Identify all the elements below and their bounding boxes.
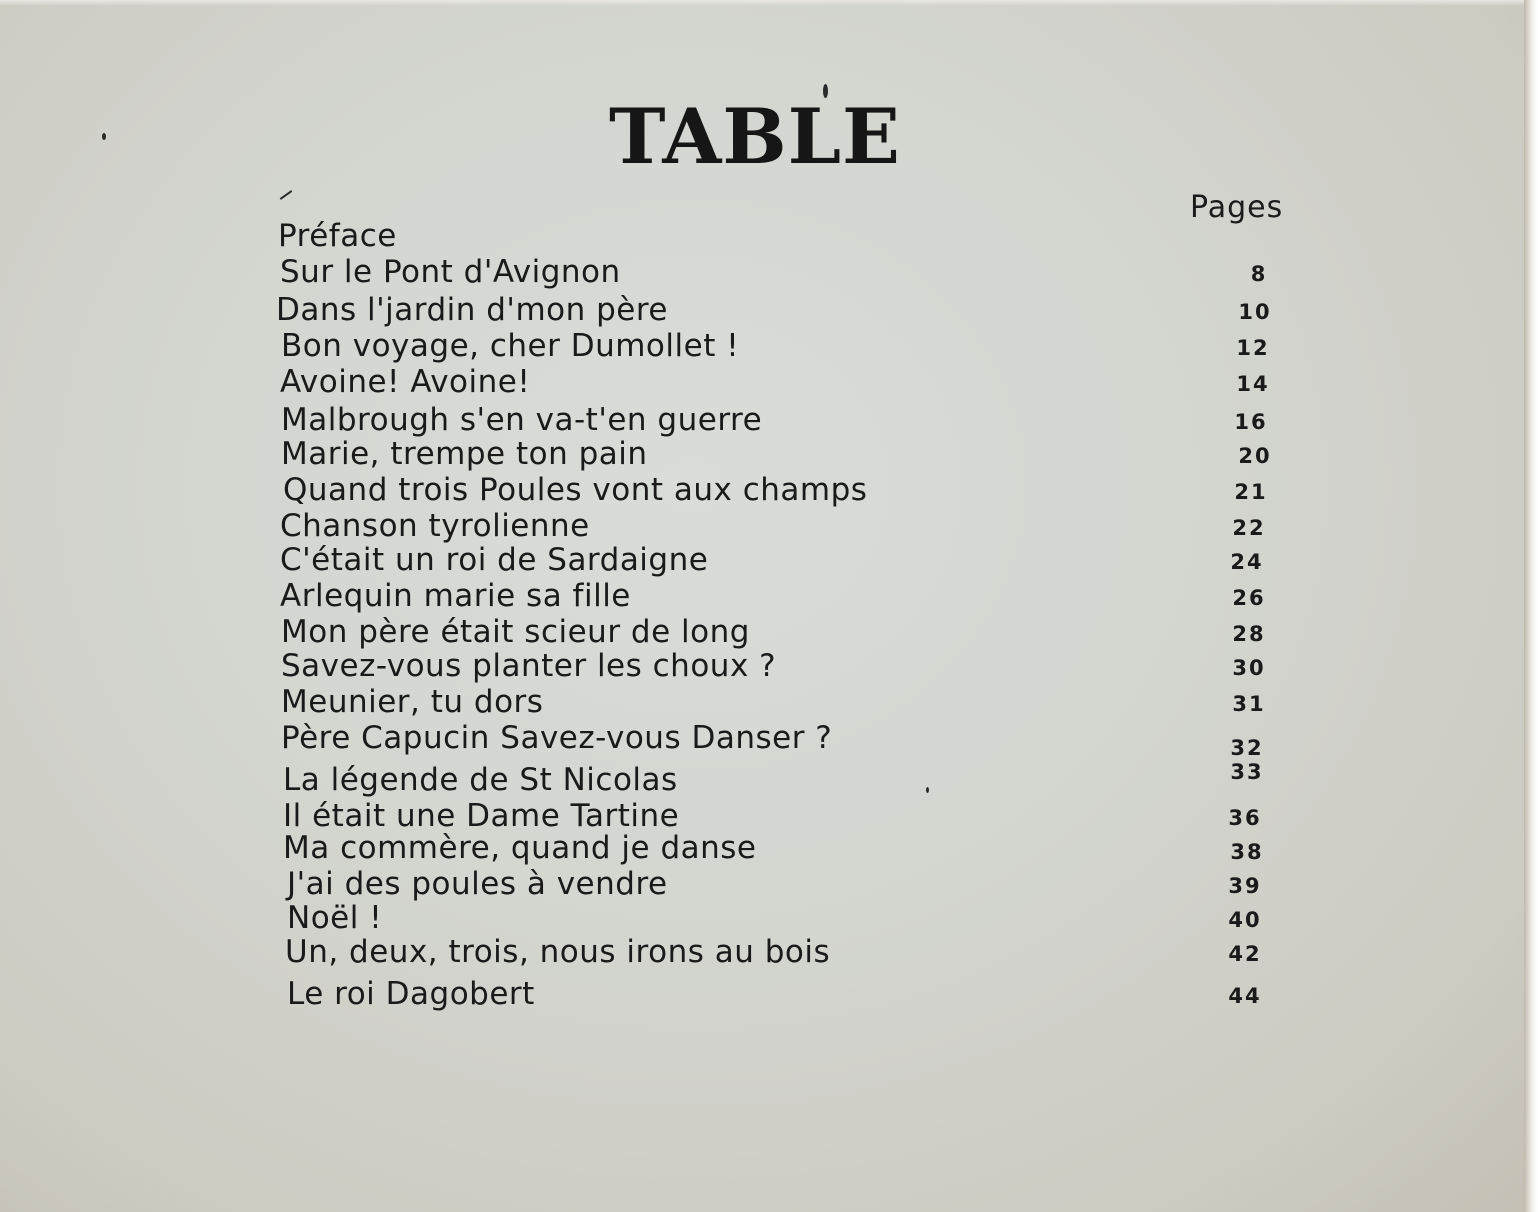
toc-entry [0,254,1538,290]
toc-entry [0,648,1538,684]
toc-entry-page: 33 [1230,760,1264,784]
toc-entry-title: Sur le Pont d'Avignon [280,254,621,290]
toc-entry-page: 32 [1230,736,1264,760]
toc-entry-title: Le roi Dagobert [287,976,535,1012]
toc-entry-page: 12 [1236,336,1270,360]
toc-entry-page: 40 [1228,908,1262,932]
toc-entry-title: Père Capucin Savez-vous Danser ? [281,720,833,756]
toc-entry-page: 16 [1234,410,1268,434]
toc-entry-title: Un, deux, trois, nous irons au bois [285,934,831,970]
toc-entry [0,762,1538,798]
toc-entry-title: Chanson tyrolienne [280,508,590,544]
toc-entry-page: 39 [1228,874,1262,898]
toc-entry-title: Mon père était scieur de long [281,614,750,650]
toc-entry-title: Dans l'jardin d'mon père [276,292,669,328]
toc-entry-title: Avoine! Avoine! [280,364,531,400]
toc-entry-title: Préface [278,218,397,254]
toc-entry-title: J'ai des poules à vendre [287,866,668,902]
toc-entry-title: Meunier, tu dors [281,684,544,720]
accent-mark [280,190,293,200]
toc-entry [0,402,1538,438]
toc-entry [0,218,1538,254]
ink-speck [102,133,106,140]
toc-entry-title: Bon voyage, cher Dumollet ! [281,328,740,364]
page-title: TABLE [609,92,901,181]
toc-entry-page: 38 [1230,840,1264,864]
toc-entry-title: La légende de St Nicolas [283,762,678,798]
toc-entry-page: 8 [1250,262,1268,286]
toc-entry [0,976,1538,1012]
toc-entry-title: Savez-vous planter les choux ? [281,648,777,684]
toc-entry [0,614,1538,650]
toc-entry [0,364,1538,400]
toc-entry [0,292,1538,328]
toc-entry-page [1222,222,1292,254]
toc-entry-title: C'était un roi de Sardaigne [280,542,709,578]
pages-column-header: Pages [1190,190,1284,225]
toc-entry [0,472,1538,508]
toc-entry-title: Ma commère, quand je danse [283,830,757,866]
toc-entry-page: 44 [1228,984,1262,1008]
toc-entry [0,578,1538,614]
toc-entry [0,830,1538,866]
toc-entry-page: 42 [1228,942,1262,966]
toc-entry-title: Noël ! [287,900,383,936]
toc-entry-page: 14 [1236,372,1270,396]
toc-entry-title: Marie, trempe ton pain [281,436,648,472]
toc-entry-title: Il était une Dame Tartine [283,798,680,834]
toc-entry-page: 21 [1234,480,1268,504]
toc-entry-page: 26 [1232,586,1266,610]
toc-entry [0,720,1538,760]
toc-entry-page: 31 [1232,692,1266,716]
toc-entry [0,508,1538,544]
toc-entry [0,934,1538,970]
toc-entry-page: 28 [1232,622,1266,646]
toc-entry [0,684,1538,720]
toc-entry [0,900,1538,936]
toc-entry-page: 22 [1232,516,1266,540]
toc-entry-title: Arlequin marie sa fille [280,578,631,614]
toc-entry-page: 24 [1230,550,1264,574]
toc-entry [0,798,1538,834]
toc-entry-page: 36 [1228,806,1262,830]
toc-entry-page: 10 [1238,300,1272,324]
toc-entry-title: Quand trois Poules vont aux champs [283,472,868,508]
toc-entry-page: 20 [1238,444,1272,468]
page-top-edge [0,0,1538,6]
toc-entry [0,436,1538,472]
toc-entry [0,542,1538,578]
toc-entry [0,328,1538,364]
toc-entry-title: Malbrough s'en va-t'en guerre [281,402,763,438]
toc-entry-page: 30 [1232,656,1266,680]
toc-entry [0,866,1538,902]
